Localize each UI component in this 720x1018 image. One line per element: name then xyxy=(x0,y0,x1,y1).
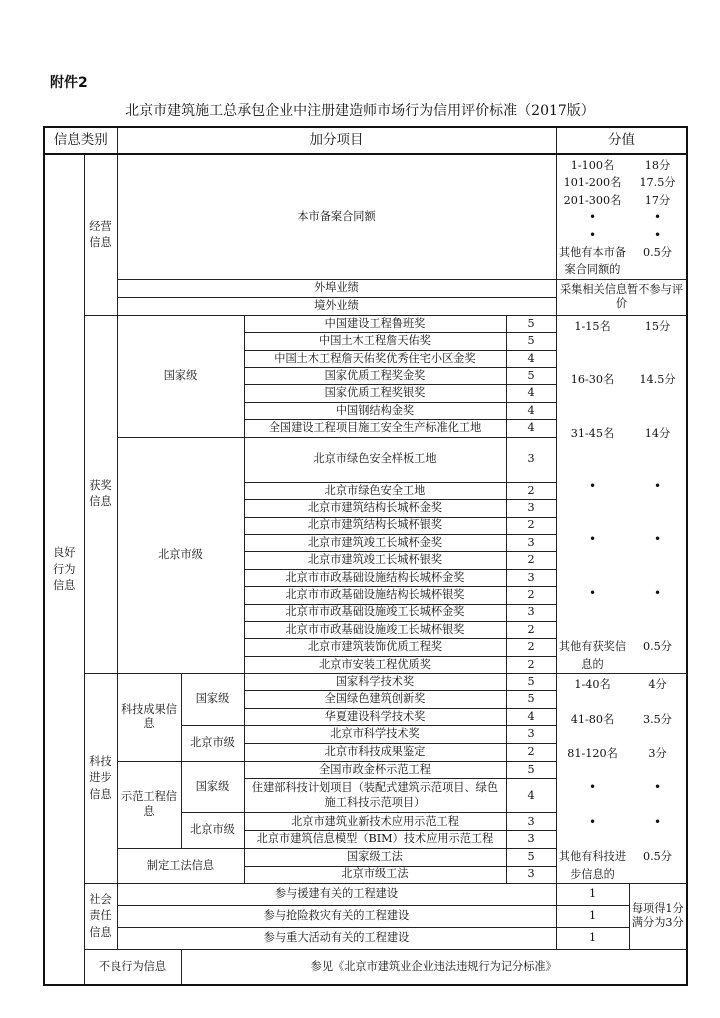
score-points: 14.5分 xyxy=(639,373,676,387)
awards-info-label: 获奖信息 xyxy=(84,315,117,673)
score-points: 0.5分 xyxy=(643,246,672,260)
header-score: 分值 xyxy=(556,127,687,154)
score-rank: • xyxy=(588,585,597,600)
award-points: 4 xyxy=(506,402,556,419)
construction-method-label: 制定工法信息 xyxy=(117,848,244,883)
tech-item: 北京市科学技术奖 xyxy=(244,726,506,744)
award-item: 北京市市政基础设施结构长城杯银奖 xyxy=(244,587,506,604)
score-rank: 81-120名 xyxy=(567,746,618,760)
external-note: 采集相关信息暂不参与评价 xyxy=(556,279,687,315)
award-item: 北京市市政基础设施竣工长城杯金奖 xyxy=(244,604,506,621)
award-item: 北京市建筑竣工长城杯金奖 xyxy=(244,534,506,551)
tech-points: 3 xyxy=(506,866,556,883)
social-points: 1 xyxy=(556,883,629,905)
tech-achievement-label: 科技成果信息 xyxy=(117,674,181,761)
award-points: 3 xyxy=(506,534,556,551)
awards-score-cell xyxy=(556,315,687,673)
award-points: 2 xyxy=(506,656,556,673)
score-points: • xyxy=(653,814,662,829)
award-points: 2 xyxy=(506,517,556,534)
tech-points: 3 xyxy=(506,813,556,831)
award-item: 中国建设工程鲁班奖 xyxy=(244,315,506,332)
award-points: 4 xyxy=(506,385,556,402)
score-points: 0.5分 xyxy=(643,850,672,864)
award-points: 4 xyxy=(506,350,556,367)
tech-points: 2 xyxy=(506,744,556,761)
social-item: 参与援建有关的工程建设 xyxy=(117,883,556,905)
score-rank: 1-100名 xyxy=(570,159,615,172)
tech-achievement-beijing-label: 北京市级 xyxy=(181,726,244,761)
award-item: 北京市安装工程优质奖 xyxy=(244,656,506,673)
award-points: 3 xyxy=(506,569,556,586)
score-rank: 41-80名 xyxy=(570,712,615,726)
score-rank: 101-200名 xyxy=(563,176,622,190)
score-rank: 31-45名 xyxy=(570,426,615,440)
award-points: 3 xyxy=(506,500,556,517)
score-points: 0.5分 xyxy=(643,640,672,654)
contract-amount-item: 本市备案合同额 xyxy=(117,154,556,279)
demo-project-label: 示范工程信息 xyxy=(117,761,181,848)
score-rank: • xyxy=(588,227,597,242)
award-points: 2 xyxy=(506,552,556,569)
score-rank: 其他有本市备案合同额的 xyxy=(558,246,627,277)
award-points: 5 xyxy=(506,333,556,350)
tech-item: 北京市建筑业新技术应用示范工程 xyxy=(244,813,506,831)
tech-points: 4 xyxy=(506,708,556,725)
score-points: 17.5分 xyxy=(639,176,676,190)
score-rank: 其他有科技进步信息的 xyxy=(558,850,627,881)
tech-achievement-national-label: 国家级 xyxy=(181,674,244,726)
demo-beijing-label: 北京市级 xyxy=(181,813,244,848)
award-points: 4 xyxy=(506,420,556,437)
score-rank: 201-300名 xyxy=(563,193,622,207)
tech-progress-label: 科技进步信息 xyxy=(84,674,117,884)
score-points: • xyxy=(653,210,662,225)
award-item: 中国土木工程詹天佑奖优秀住宅小区金奖 xyxy=(244,350,506,367)
social-item: 参与重大活动有关的工程建设 xyxy=(117,927,556,949)
tech-points: 4 xyxy=(506,779,556,813)
bad-behavior-label: 不良行为信息 xyxy=(84,949,181,985)
tech-item: 北京市级工法 xyxy=(244,866,506,883)
award-points: 3 xyxy=(506,604,556,621)
business-info-label: 经营信息 xyxy=(84,154,117,315)
social-responsibility-label: 社会责任信息 xyxy=(84,883,117,949)
tech-score-cell xyxy=(556,674,687,884)
award-item: 北京市建筑装饰优质工程奖 xyxy=(244,639,506,656)
score-points: • xyxy=(653,780,662,795)
award-item: 中国土木工程詹天佑奖 xyxy=(244,333,506,350)
award-item: 北京市建筑结构长城杯金奖 xyxy=(244,500,506,517)
tech-item: 国家科学技术奖 xyxy=(244,674,506,691)
awards-national-label: 国家级 xyxy=(117,315,244,437)
award-item: 国家优质工程奖金奖 xyxy=(244,368,506,385)
score-rank: • xyxy=(588,479,597,494)
award-points: 3 xyxy=(506,437,556,482)
award-item: 北京市市政基础设施结构长城杯金奖 xyxy=(244,569,506,586)
score-rank: • xyxy=(588,780,597,795)
award-item: 国家优质工程奖银奖 xyxy=(244,385,506,402)
award-points: 5 xyxy=(506,315,556,332)
score-points: 3分 xyxy=(648,746,667,760)
award-item: 北京市绿色安全样板工地 xyxy=(244,437,506,482)
score-rank: • xyxy=(588,210,597,225)
demo-national-label: 国家级 xyxy=(181,761,244,813)
award-points: 2 xyxy=(506,639,556,656)
award-item: 全国建设工程项目施工安全生产标准化工地 xyxy=(244,420,506,437)
award-item: 北京市市政基础设施竣工长城杯银奖 xyxy=(244,621,506,638)
score-rank: • xyxy=(588,532,597,547)
award-points: 2 xyxy=(506,621,556,638)
header-items: 加分项目 xyxy=(117,127,556,154)
score-points: 4分 xyxy=(648,678,667,692)
award-points: 2 xyxy=(506,587,556,604)
score-points: • xyxy=(653,585,662,600)
tech-points: 3 xyxy=(506,831,556,848)
attachment-label: 附件2 xyxy=(50,75,88,91)
score-rank: • xyxy=(588,814,597,829)
award-item: 中国钢结构金奖 xyxy=(244,402,506,419)
tech-item: 全国市政金杯示范工程 xyxy=(244,761,506,779)
header-category: 信息类别 xyxy=(44,127,117,154)
tech-points: 5 xyxy=(506,674,556,691)
score-points: 14分 xyxy=(644,426,671,440)
tech-item: 全国绿色建筑创新奖 xyxy=(244,691,506,708)
tech-item: 国家级工法 xyxy=(244,848,506,866)
score-points: 3.5分 xyxy=(643,712,672,726)
bad-behavior-reference: 参见《北京市建筑业企业违法违规行为记分标准》 xyxy=(181,949,687,985)
tech-item: 住建部科技计划项目（装配式建筑示范项目、绿色施工科技示范项目） xyxy=(244,779,506,813)
document-title: 北京市建筑施工总承包企业中注册建造师市场行为信用评价标准（2017版） xyxy=(125,103,595,119)
contract-score-cell xyxy=(556,154,687,279)
social-item: 参与抢险救灾有关的工程建设 xyxy=(117,905,556,927)
score-points: • xyxy=(653,532,662,547)
tech-item: 北京市科技成果鉴定 xyxy=(244,744,506,761)
award-points: 2 xyxy=(506,482,556,499)
score-rank: 16-30名 xyxy=(570,373,615,387)
evaluation-table xyxy=(43,126,688,986)
score-points: • xyxy=(653,479,662,494)
tech-item: 华夏建设科学技术奖 xyxy=(244,708,506,725)
award-item: 北京市绿色安全工地 xyxy=(244,482,506,499)
score-points: 18分 xyxy=(644,159,671,172)
external-performance-item: 外埠业绩 xyxy=(117,279,556,297)
score-rank: 1-40名 xyxy=(574,678,611,692)
overseas-performance-item: 境外业绩 xyxy=(117,297,556,315)
award-points: 5 xyxy=(506,368,556,385)
social-score-cell: 每项得1分满分为3分 xyxy=(629,883,687,949)
social-points: 1 xyxy=(556,905,629,927)
score-points: 15分 xyxy=(644,319,671,333)
score-points: • xyxy=(653,227,662,242)
awards-beijing-label: 北京市级 xyxy=(117,437,244,674)
award-item: 北京市建筑结构长城杯银奖 xyxy=(244,517,506,534)
award-item: 北京市建筑竣工长城杯银奖 xyxy=(244,552,506,569)
score-rank: 其他有获奖信息的 xyxy=(558,640,627,671)
tech-points: 5 xyxy=(506,761,556,779)
social-points: 1 xyxy=(556,927,629,949)
tech-points: 5 xyxy=(506,848,556,866)
good-behavior-label: 良好行为信息 xyxy=(44,154,84,985)
tech-item: 北京市建筑信息模型（BIM）技术应用示范工程 xyxy=(244,831,506,848)
tech-points: 3 xyxy=(506,726,556,744)
tech-points: 5 xyxy=(506,691,556,708)
score-points: 17分 xyxy=(644,193,671,207)
score-rank: 1-15名 xyxy=(574,319,611,333)
